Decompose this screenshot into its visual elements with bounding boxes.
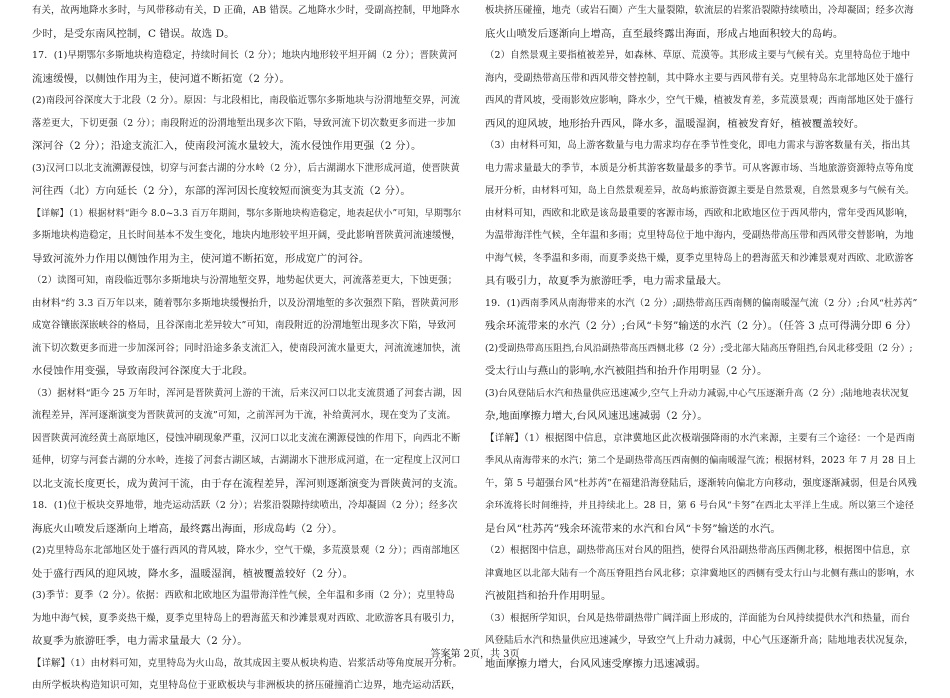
right-text-line: 午，第 5 号超强台风“杜苏芮”在福建沿海登陆后，逐渐转向偏北方向移动，强度逐渐减弱，但是台风残: [485, 477, 917, 489]
right-text-line: 残余环流带来的水汽（2 分）;台风“卡努”输送的水汽（2 分）。（任答 3 点可得满分即 6 分）: [485, 320, 917, 332]
left-text-line: 18．(1)位于板块交界地带，地壳运动活跃（2 分）；岩浆沿裂隙持续喷出，冷却凝固（2 分）；经多次: [32, 500, 458, 511]
right-text-line: 板块挤压碰撞，地壳（或岩石圈）产生大量裂隙，软流层的岩浆沿裂隙持续喷出，冷却凝固；经多次海: [485, 5, 914, 16]
left-text-line: 导致河流外力作用以侧蚀作用为主，使河道不断拓宽，形成宽广的河谷。: [32, 252, 370, 265]
left-text-line: 以北支流长度更长，成为黄河干流，由于存在流程差异，浑河则逐渐演变为晋陕黄河的支流。: [32, 477, 464, 490]
right-column: [485, 0, 917, 675]
left-text-line: 延伸，切穿与河套古湖的分水岭，连接了河套古湖区域，古湖湖水下泄形成河道，在一定程度上汉河口: [32, 455, 461, 466]
left-text-line: 海底火山喷发后逐渐向上增高，最终露出海面，形成岛屿（2 分）。: [32, 522, 343, 535]
left-text-line: 流下切次数更多而进一步加深河谷；同时沿途多条支流汇入，使南段河流水量更大，河流流速加快，流: [32, 342, 461, 354]
left-text-line: 【详解】（1）根据材料“距今 8.0~3.3 百万年期间，鄂尔多斯地块构造稳定，地表起伏小”可知，早期鄂尔: [32, 208, 462, 219]
right-text-line: (3)台风登陆后水汽和热量供应迅速减少,空气上升动力减弱,中心气压逐渐升高（2 分）;陆地地表状况复: [485, 387, 910, 399]
right-text-line: 海内，受副热带高压带和西风带交替控制，其中降水主要与西风带有关。克里特岛东北部地区处于盛行: [485, 72, 914, 84]
right-text-line: 是台风“杜苏芮”残余环流带来的水汽和台风“卡努”输送的水汽。: [485, 522, 781, 535]
left-text-line: 有关，故两地降水多时，与风带移动有关，D 正确，AB 错误。乙地降水少时，受副高控制，甲地降水: [32, 5, 460, 16]
right-text-line: （2）自然景观主要指植被差异，如森林、草原、荒漠等。其形成主要与气候有关。克里特岛位于地中: [485, 50, 911, 61]
left-text-line: 17．(1)早期鄂尔多斯地块构造稳定，持续时间长（2 分）；地块内地形较平坦开阔（2 分）；晋陕黄河: [32, 50, 458, 61]
left-text-line: 故夏季为旅游旺季，电力需求量最大（2 分）。: [32, 635, 248, 647]
right-text-line: 西风的迎风坡，地形抬升西风，降水多，温暖湿润，植被发育好，植被覆盖较好。: [485, 117, 865, 130]
right-text-line: 季风从南海带来的水汽；第二个是副热带高压西南侧的偏南暖湿气流；根据材料，2023 年 7 月 28 日上: [485, 455, 916, 466]
left-text-line: 流程差异，浑河逐渐演变为晋陕黄河的支流”可知，之前浑河为干流，补给黄河水，现在变为了支流。: [32, 410, 457, 421]
right-text-line: （3）根据所学知识，台风是热带副热带广阔洋面上形成的，洋面能为台风持续提供水汽和热量，而台: [485, 612, 911, 624]
right-text-line: 具有吸引力，故夏季为旅游旺季，电力需求量最大。: [485, 275, 728, 287]
left-text-line: 由材料“约 3.3 百万年以来，随着鄂尔多斯地块缓慢抬升，以及汾渭地堑的多次强烈下陷，晋陕黄河形: [32, 297, 459, 309]
left-text-line: 【详解】（1）由材料可知，克里特岛为火山岛，故其成因主要从板块构造、岩浆活动等角度展开分析。: [32, 657, 463, 669]
right-text-line: 电力需求量最大的季节，本质是分析其游客数量最多的季节。可从客源市场、当地旅游资源特点等角度: [485, 162, 914, 174]
left-text-line: 因晋陕黄河流经黄土高原地区，侵蚀冲刷现象严重，汉河口以北支流在溯源侵蚀的作用下，向西北不断: [32, 432, 461, 444]
right-text-line: 杂,地面摩擦力增大,台风风速迅速减弱（2 分）。: [485, 410, 708, 422]
right-text-line: 为温带海洋性气候，全年温和多雨；克里特岛位于地中海内，受副热带高压带和西风带交替影响，为地: [485, 230, 914, 241]
left-text-line: 河往西（北）方向延长（2 分），东部的浑河因长度较短而演变为其支流（2 分）。: [32, 185, 411, 197]
right-text-line: 底火山喷发后逐渐向上增高，直至最终露出海面，形成占地面积较大的岛屿。: [485, 27, 844, 40]
left-text-line: (2)南段河谷深度大于北段（2 分）。原因：与北段相比，南段临近鄂尔多斯地块与汾渭地堑交界，河流: [32, 95, 460, 106]
left-text-line: 深河谷（2 分）；沿途支流汇入，使南段河流水量较大，流水侵蚀作用更强（2 分）。: [32, 140, 422, 152]
left-text-line: 少时，是受东南风控制，C 错误。故选 D。: [32, 27, 235, 40]
left-text-line: 由所学板块构造知识可知，克里特岛位于亚欧板块与非洲板块的挤压碰撞消亡边界，地壳运动活跃，: [32, 680, 461, 691]
left-text-line: 落差更大，下切更强（2 分）；南段附近的汾渭地堑出现多次下陷，导致河流下切次数更多而进一步加: [32, 117, 456, 129]
left-text-line: (3)季节：夏季（2 分）。依据：西欧和北欧地区为温带海洋性气候，全年温和多雨（2 分）；克里特岛: [32, 590, 455, 601]
right-text-line: 【详解】（1）根据图中信息，京津冀地区此次极端强降雨的水汽来源，主要有三个途径：一个是西南: [485, 432, 916, 444]
right-text-line: 余环流将长时间维持，并且持续北上。28 日，第 6 号台风“卡努”在西北太平洋上生成。所以第三个途径: [485, 500, 915, 511]
left-text-line: 水侵蚀作用变强，导致南段河谷深度大于北段。: [32, 365, 254, 377]
right-text-line: 受太行山与燕山的影响,水汽被阻挡和抬升作用明显（2 分）。: [485, 365, 768, 377]
left-text-line: (3)汉河口以北支流溯源侵蚀，切穿与河套古湖的分水岭（2 分），后古湖湖水下泄形成河道，使晋陕黄: [32, 162, 460, 174]
right-text-line: 中海气候，冬季温和多雨，而夏季炎热干燥，夏季克里特岛上的碧海蓝天和沙滩景观对西欧、北欧游客: [485, 252, 914, 264]
left-text-line: 流速缓慢，以侧蚀作用为主，使河道不断拓宽（2 分）。: [32, 72, 290, 85]
right-text-line: 由材料可知，西欧和北欧是该岛最重要的客源市场，西欧和北欧地区位于西风带内，常年受西风影响，: [485, 207, 914, 219]
right-text-line: （2）根据图中信息，副热带高压对台风的阻挡，使得台风沿副热带高压西侧北移，根据图中信息，京: [485, 545, 911, 556]
right-text-line: 汽被阻挡和抬升作用明显。: [485, 590, 612, 602]
right-text-line: 津冀地区以北部大陆有一个高压脊阻挡台风北移；京津冀地区的西侧有受太行山与北侧有燕山的影响，水: [485, 567, 915, 579]
right-text-line: （3）由材料可知，岛上游客数量与电力需求均存在季节性变化，即电力需求与游客数量有关，指出其: [485, 140, 911, 151]
left-text-line: 为地中海气候，夏季炎热干燥，夏季克里特岛上的碧海蓝天和沙滩景观对西欧、北欧游客具有吸引力，: [32, 612, 461, 624]
left-text-line: (2)克里特岛东北部地区处于盛行西风的背风坡，降水少，空气干燥，多荒漠景观（2 分）；西南部地区: [32, 545, 460, 556]
left-column: [32, 0, 464, 698]
page-footer: 答案第 2页，共 3页: [430, 649, 520, 660]
right-text-line: 19．(1)西南季风从南海带来的水汽（2 分）;副热带高压西南侧的偏南暖湿气流（2 分）;台风“杜苏芮”: [485, 297, 917, 309]
right-text-line: 西风的背风坡，受雨影效应影响，降水少，空气干燥，植被发育差，多荒漠景观；西南部地区处于盛行: [485, 95, 914, 106]
left-text-line: 处于盛行西风的迎风坡，降水多，温暖湿润，植被覆盖较好（2 分）。: [32, 567, 354, 580]
left-text-line: （3）据材料“距今 25 万年时，浑河是晋陕黄河上游的干流，后来汉河口以北支流贯通了河套古湖，因: [32, 387, 462, 399]
left-text-line: 多斯地块构造稳定，且长时间基本不发生变化，地块内地形较平坦开阔，受此影响晋陕黄河流速缓慢，: [32, 230, 461, 241]
right-text-line: 展开分析，由材料可知，岛上自然景观差异，故岛屿旅游资源主要是自然景观，自然景观多与气候有关。: [485, 185, 915, 196]
left-text-line: 成宽谷镶嵌深嵌峡谷的格局，且谷深南北差异较大”可知，南段附近的汾渭地堑出现多次下陷，导致河: [32, 320, 457, 331]
right-text-line: 风登陆后水汽和热量供应迅速减少，导致空气上升动力减弱，中心气压逐渐升高；陆地地表状况复杂，: [485, 635, 914, 646]
right-text-line: (2)受副热带高压阻挡,台风沿副热带高压西侧北移（2 分）;受北部大陆高压脊阻挡,台风北移受阻（2 分）;: [485, 343, 913, 354]
left-text-line: （2）读图可知，南段临近鄂尔多斯地块与汾渭地堑交界，地势起伏更大，河流落差更大，下蚀更强；: [32, 275, 458, 286]
right-text-line: 地面摩擦力增大，台风风速受摩擦力迅速减弱。: [485, 657, 707, 670]
